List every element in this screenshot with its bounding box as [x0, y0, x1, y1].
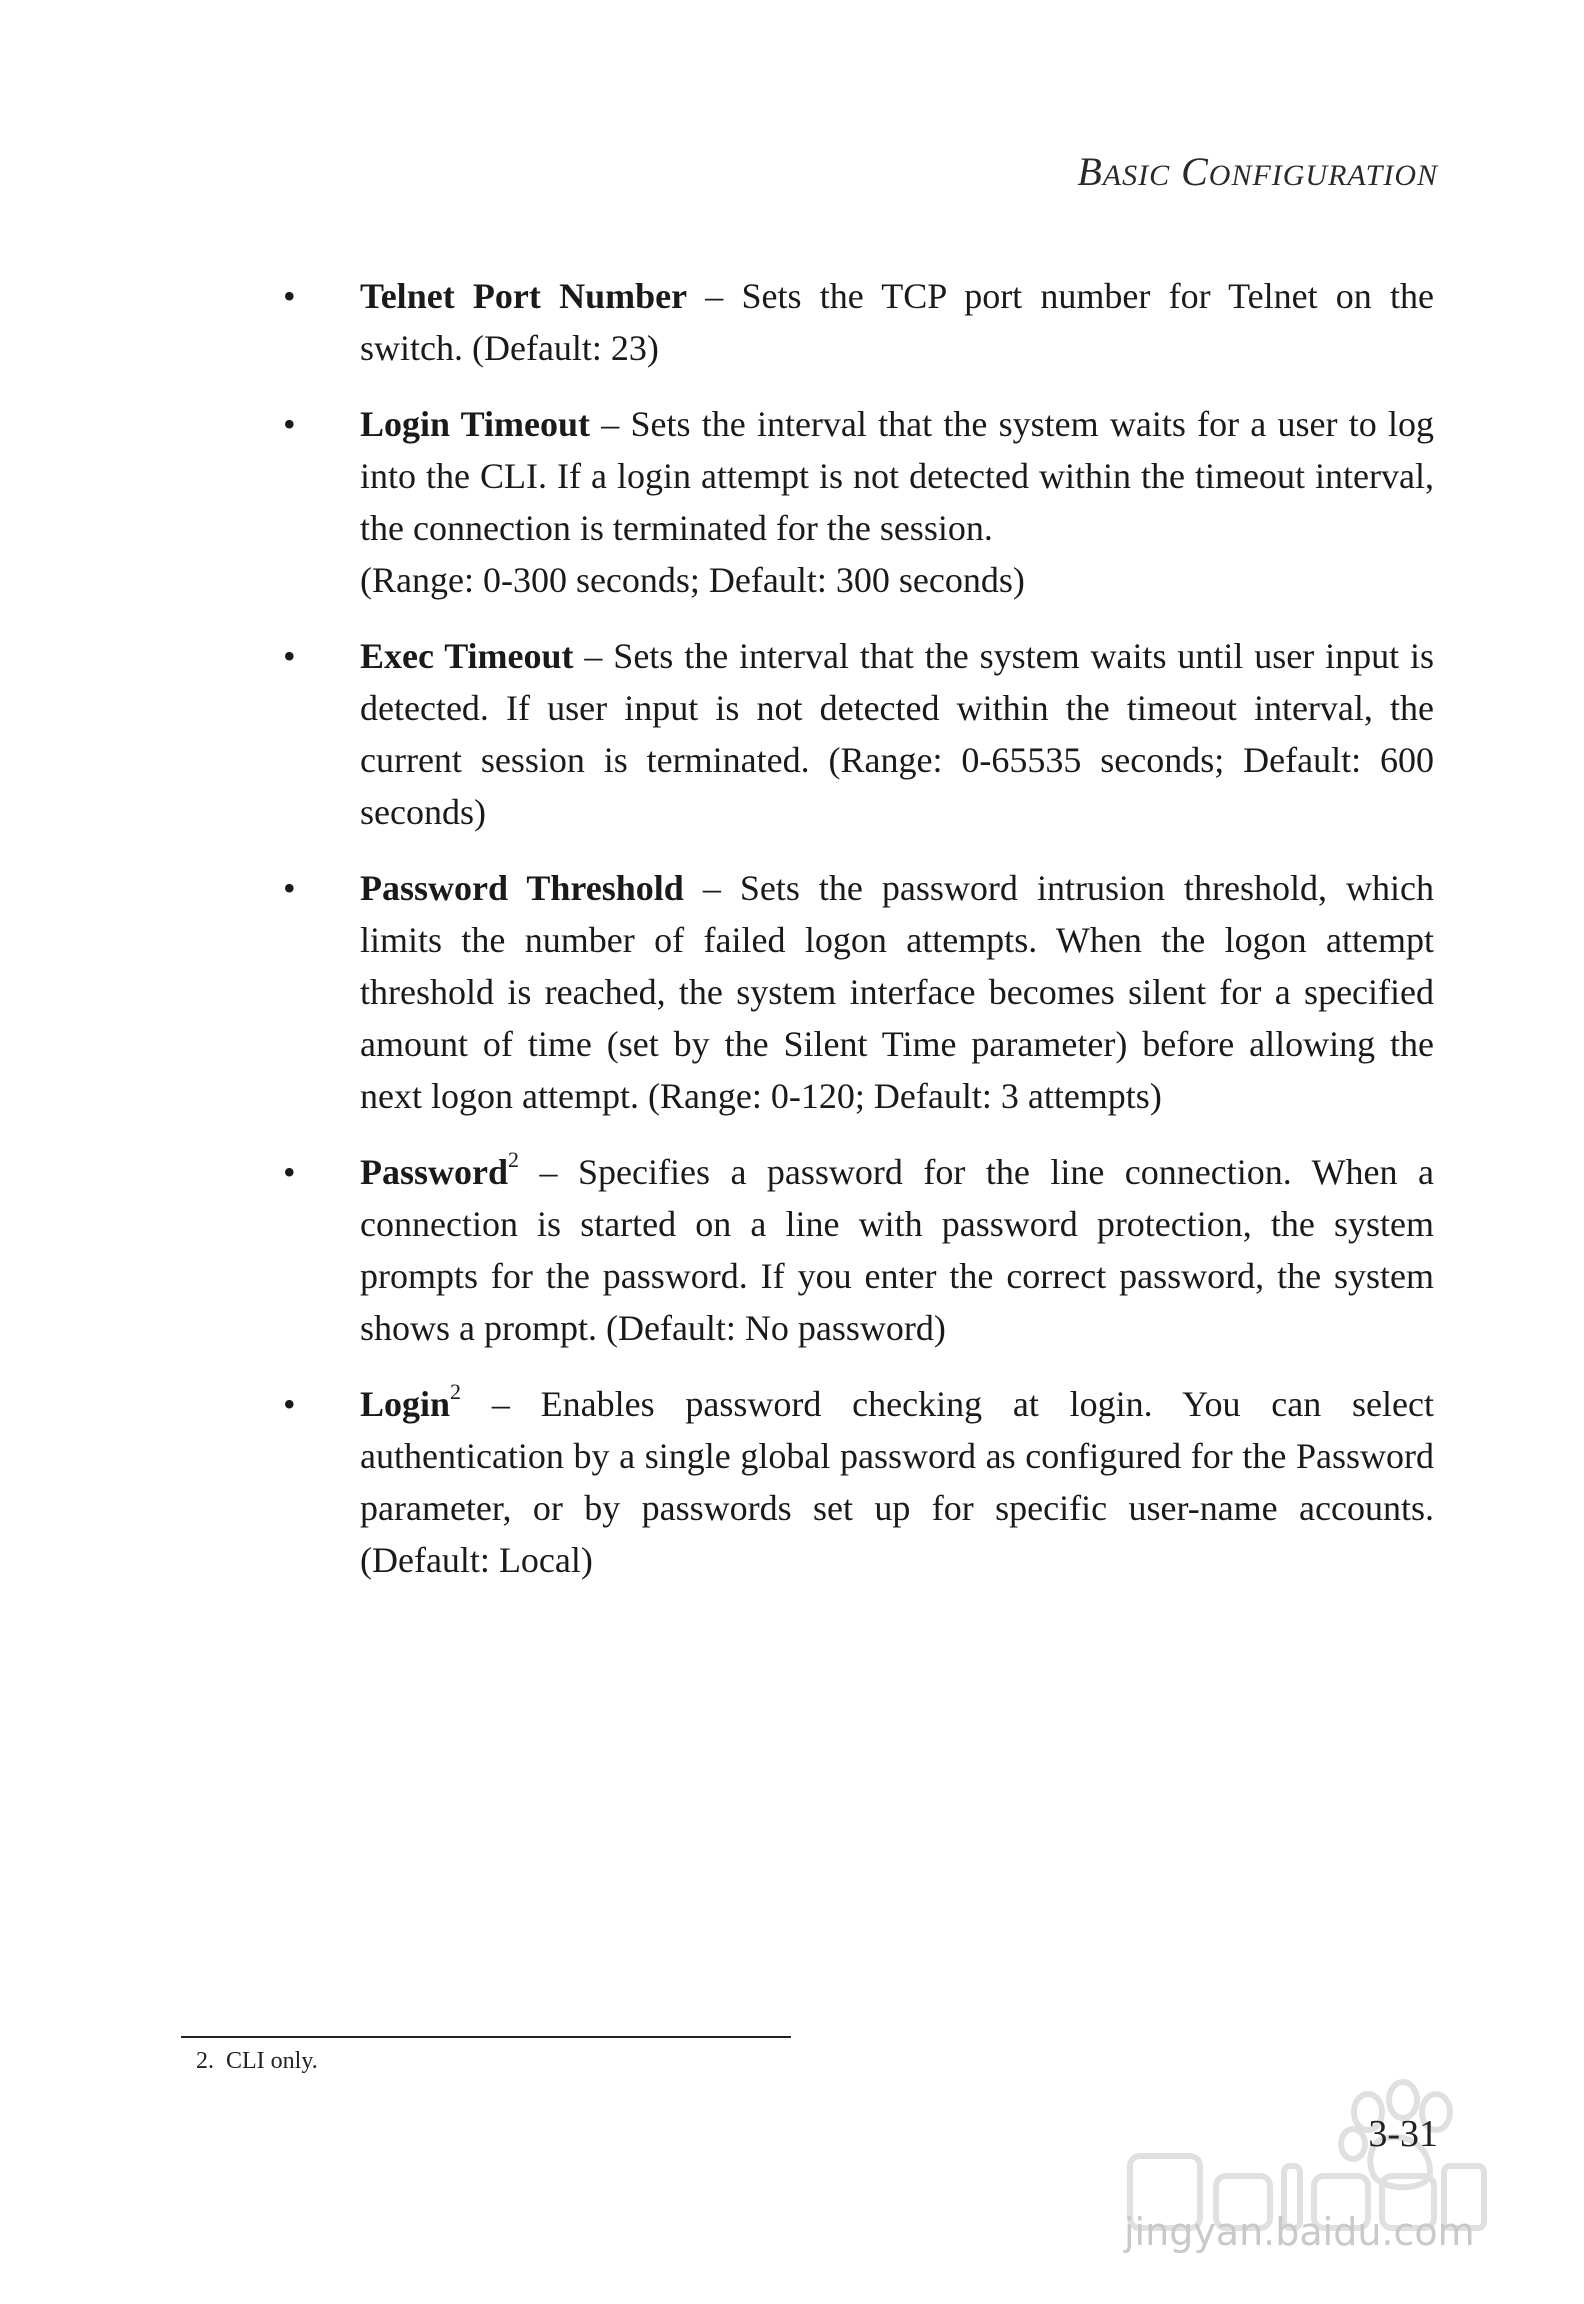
footnote-text: CLI only. [226, 2048, 318, 2074]
list-item-password-threshold [0, 862, 1584, 1122]
list-item-exec-timeout [0, 630, 1584, 838]
watermark-text: jingyan.baidu.com [1124, 2210, 1475, 2254]
bullet-icon: • [283, 1384, 296, 1424]
footnote-ref-login: 2 [450, 1379, 462, 1404]
description-password: – Specifies a password for the line connection. When a connection is started on a line with password protection, the system prompts for the password. If you enter the correct password, the system shows a prompt. (Default: No password) [360, 1152, 1434, 1348]
header-rest-asic: ASIC [1102, 159, 1171, 192]
footnote-number: 2. [196, 2048, 214, 2074]
list-item-login-timeout [0, 398, 1584, 606]
list-item-telnet-port-number [0, 270, 1584, 374]
bullet-icon: • [283, 1152, 296, 1192]
bullet-icon: • [283, 404, 296, 444]
term-exec-timeout: Exec Timeout [360, 636, 574, 676]
footnote-ref-password: 2 [508, 1147, 520, 1172]
parameter-list [0, 270, 1584, 1610]
running-header [1077, 148, 1438, 195]
term-password: Password [360, 1152, 509, 1192]
description-login: – Enables password checking at login. You can select authentication by a single global password as configured for the Password parameter, or by passwords set up for specific user-name accounts. (Default: Local) [360, 1384, 1434, 1580]
bullet-icon: • [283, 868, 296, 908]
footnote-divider [181, 2036, 791, 2038]
bullet-icon: • [283, 636, 296, 676]
range-login-timeout: (Range: 0-300 seconds; Default: 300 seconds) [360, 560, 1025, 600]
page-number: 3-31 [1368, 2113, 1438, 2155]
header-rest-onfiguration: ONFIGURATION [1208, 159, 1438, 192]
term-password-threshold: Password Threshold [360, 868, 684, 908]
description-login-timeout: – Sets the interval that the system waits for a user to log into the CLI. If a login attempt is not detected within the timeout interval, the connection is terminated for the session. [360, 404, 1434, 548]
bullet-icon: • [283, 276, 296, 316]
description-exec-timeout: – Sets the interval that the system waits until user input is detected. If user input is not detected within the timeout interval, the current session is terminated. (Range: 0-65535 seconds; Default: 600 seconds) [360, 636, 1434, 832]
term-telnet-port-number: Telnet Port Number [360, 276, 688, 316]
list-item-password [0, 1146, 1584, 1354]
footnote [196, 2048, 318, 2075]
description-telnet-port-number: – Sets the TCP port number for Telnet on the switch. (Default: 23) [360, 276, 1434, 368]
description-password-threshold: – Sets the password intrusion threshold, which limits the number of failed logon attempts. When the logon attempt threshold is reached, the system interface becomes silent for a specified amount of time (set by the Silent Time parameter) before allowing the next logon attempt. (Range: 0-120; Default: 3 attempts) [360, 868, 1434, 1116]
term-login-timeout: Login Timeout [360, 404, 590, 444]
header-initial-b: B [1077, 149, 1103, 194]
term-login: Login [360, 1384, 451, 1424]
header-initial-c: C [1181, 149, 1209, 194]
list-item-login [0, 1378, 1584, 1586]
